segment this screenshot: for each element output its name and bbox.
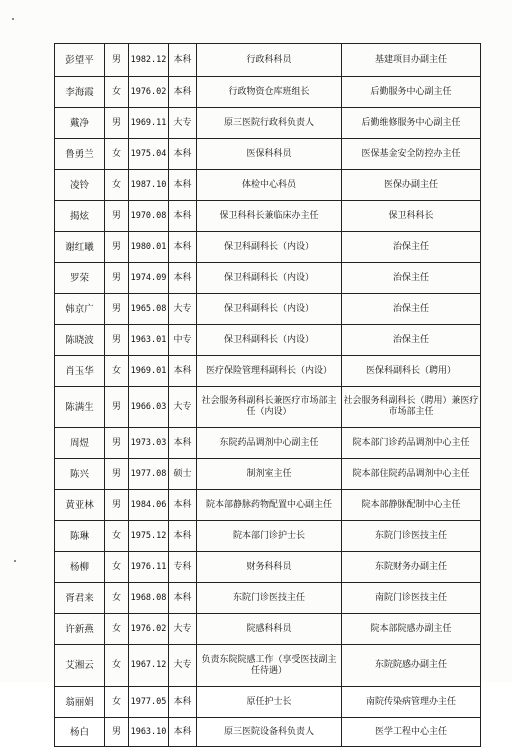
cell-current-position: 制剂室主任 [197,459,342,490]
cell-education: 大专 [169,294,197,325]
cell-name: 罗荣 [55,263,105,294]
cell-current-position: 原三医院设备科负责人 [197,718,342,747]
cell-name: 鲁勇兰 [55,139,105,170]
cell-education: 大专 [169,387,197,428]
table-row [55,170,481,201]
cell-education: 本科 [169,428,197,459]
cell-education: 大专 [169,645,197,687]
cell-proposed-position: 治保主任 [342,294,481,325]
cell-education: 本科 [169,521,197,552]
cell-gender: 男 [105,232,129,263]
table-row [55,77,481,108]
cell-birth-date: 1963.10 [129,718,169,747]
cell-education: 本科 [169,583,197,614]
cell-birth-date: 1968.08 [129,583,169,614]
table-row [55,263,481,294]
cell-current-position: 负责东院院感工作（享受医技副主任待遇） [197,645,342,687]
cell-name: 戴净 [55,108,105,139]
cell-education: 本科 [169,356,197,387]
cell-name: 凌铃 [55,170,105,201]
cell-education: 本科 [169,77,197,108]
cell-name: 周煜 [55,428,105,459]
cell-proposed-position: 院本部静脉配制中心主任 [342,490,481,521]
cell-gender: 男 [105,263,129,294]
cell-proposed-position: 院本部院感办副主任 [342,614,481,645]
cell-education: 中专 [169,325,197,356]
cell-education: 专科 [169,552,197,583]
cell-gender: 女 [105,583,129,614]
scan-speck [14,560,16,562]
cell-gender: 女 [105,614,129,645]
table-row [55,459,481,490]
cell-birth-date: 1975.12 [129,521,169,552]
table-row [55,552,481,583]
cell-name: 揭炫 [55,201,105,232]
cell-gender: 男 [105,201,129,232]
table-row [55,387,481,428]
table-row [55,490,481,521]
cell-current-position: 原三医院行政科负责人 [197,108,342,139]
scan-speck [12,18,14,20]
cell-current-position: 保卫科科长兼临床办主任 [197,201,342,232]
cell-name: 翁丽娟 [55,687,105,718]
cell-education: 本科 [169,263,197,294]
cell-birth-date: 1977.05 [129,687,169,718]
cell-proposed-position: 院本部门诊药品调剂中心主任 [342,428,481,459]
cell-name: 陈兴 [55,459,105,490]
cell-gender: 女 [105,77,129,108]
cell-name: 彭望平 [55,44,105,77]
cell-education: 本科 [169,44,197,77]
cell-proposed-position: 东院财务办副主任 [342,552,481,583]
cell-birth-date: 1965.08 [129,294,169,325]
cell-birth-date: 1970.08 [129,201,169,232]
cell-current-position: 保卫科副科长（内设） [197,325,342,356]
cell-proposed-position: 东院门诊医技主任 [342,521,481,552]
cell-proposed-position: 医保基金安全防控办主任 [342,139,481,170]
personnel-table-body [55,44,481,747]
table-row [55,325,481,356]
cell-gender: 男 [105,387,129,428]
cell-education: 本科 [169,201,197,232]
cell-proposed-position: 后勤服务中心副主任 [342,77,481,108]
cell-education: 大专 [169,614,197,645]
table-row [55,232,481,263]
cell-current-position: 东院药品调剂中心副主任 [197,428,342,459]
table-row [55,521,481,552]
cell-gender: 男 [105,718,129,747]
cell-education: 本科 [169,718,197,747]
table-row [55,356,481,387]
table-row [55,294,481,325]
cell-proposed-position: 医学工程中心主任 [342,718,481,747]
cell-proposed-position: 基建项目办副主任 [342,44,481,77]
cell-current-position: 院本部静脉药物配置中心副主任 [197,490,342,521]
cell-current-position: 东院门诊医技主任 [197,583,342,614]
cell-proposed-position: 治保主任 [342,263,481,294]
cell-current-position: 行政物资仓库班组长 [197,77,342,108]
cell-proposed-position: 院本部住院药品调剂中心主任 [342,459,481,490]
cell-gender: 男 [105,44,129,77]
cell-current-position: 院感科科员 [197,614,342,645]
cell-birth-date: 1963.01 [129,325,169,356]
cell-gender: 男 [105,459,129,490]
cell-gender: 女 [105,645,129,687]
cell-name: 李海霞 [55,77,105,108]
cell-birth-date: 1973.03 [129,428,169,459]
cell-current-position: 原任护士长 [197,687,342,718]
cell-proposed-position: 医保科副科长（聘用） [342,356,481,387]
cell-education: 硕士 [169,459,197,490]
cell-gender: 女 [105,139,129,170]
table-row [55,108,481,139]
cell-gender: 女 [105,356,129,387]
cell-education: 大专 [169,108,197,139]
table-row [55,139,481,170]
cell-gender: 男 [105,490,129,521]
cell-birth-date: 1976.02 [129,77,169,108]
cell-gender: 女 [105,552,129,583]
cell-gender: 女 [105,687,129,718]
cell-current-position: 院本部门诊护士长 [197,521,342,552]
cell-birth-date: 1987.10 [129,170,169,201]
cell-proposed-position: 治保主任 [342,325,481,356]
cell-proposed-position: 南院门诊医技主任 [342,583,481,614]
cell-education: 本科 [169,687,197,718]
cell-proposed-position: 社会服务科副科长（聘用）兼医疗市场部主任 [342,387,481,428]
cell-birth-date: 1966.03 [129,387,169,428]
personnel-table [54,43,481,747]
cell-birth-date: 1975.04 [129,139,169,170]
table-row [55,614,481,645]
cell-birth-date: 1976.02 [129,614,169,645]
table-row [55,645,481,687]
cell-name: 艾湘云 [55,645,105,687]
cell-current-position: 保卫科副科长（内设） [197,263,342,294]
cell-birth-date: 1969.11 [129,108,169,139]
cell-proposed-position: 保卫科科长 [342,201,481,232]
cell-gender: 男 [105,325,129,356]
cell-birth-date: 1982.12 [129,44,169,77]
cell-birth-date: 1984.06 [129,490,169,521]
table-row [55,583,481,614]
cell-gender: 女 [105,170,129,201]
table-row [55,201,481,232]
cell-current-position: 医保科科员 [197,139,342,170]
cell-name: 陈满生 [55,387,105,428]
cell-gender: 男 [105,428,129,459]
cell-birth-date: 1980.01 [129,232,169,263]
cell-education: 本科 [169,490,197,521]
cell-proposed-position: 后勤维修服务中心副主任 [342,108,481,139]
cell-proposed-position: 东院院感办副主任 [342,645,481,687]
cell-gender: 男 [105,108,129,139]
cell-gender: 男 [105,294,129,325]
cell-name: 黄亚林 [55,490,105,521]
cell-current-position: 医疗保险管理科副科长（内设） [197,356,342,387]
cell-name: 陈琳 [55,521,105,552]
cell-birth-date: 1976.11 [129,552,169,583]
cell-name: 杨白 [55,718,105,747]
cell-birth-date: 1967.12 [129,645,169,687]
cell-name: 肖玉华 [55,356,105,387]
table-row [55,687,481,718]
cell-name: 杨柳 [55,552,105,583]
cell-name: 陈晓波 [55,325,105,356]
table-row [55,428,481,459]
cell-birth-date: 1974.09 [129,263,169,294]
cell-name: 谢红曦 [55,232,105,263]
cell-current-position: 体检中心科员 [197,170,342,201]
table-row [55,718,481,747]
cell-current-position: 保卫科副科长（内设） [197,294,342,325]
cell-name: 韩京广 [55,294,105,325]
cell-education: 本科 [169,170,197,201]
cell-proposed-position: 医保办副主任 [342,170,481,201]
cell-current-position: 财务科科员 [197,552,342,583]
cell-birth-date: 1977.08 [129,459,169,490]
cell-education: 本科 [169,139,197,170]
cell-proposed-position: 南院传染病管理办主任 [342,687,481,718]
cell-name: 许新燕 [55,614,105,645]
table-row [55,44,481,77]
cell-current-position: 行政科科员 [197,44,342,77]
cell-proposed-position: 治保主任 [342,232,481,263]
cell-current-position: 保卫科副科长（内设） [197,232,342,263]
cell-education: 本科 [169,232,197,263]
cell-birth-date: 1969.01 [129,356,169,387]
cell-current-position: 社会服务科副科长兼医疗市场部主任（内设） [197,387,342,428]
cell-gender: 女 [105,521,129,552]
cell-name: 胥君来 [55,583,105,614]
